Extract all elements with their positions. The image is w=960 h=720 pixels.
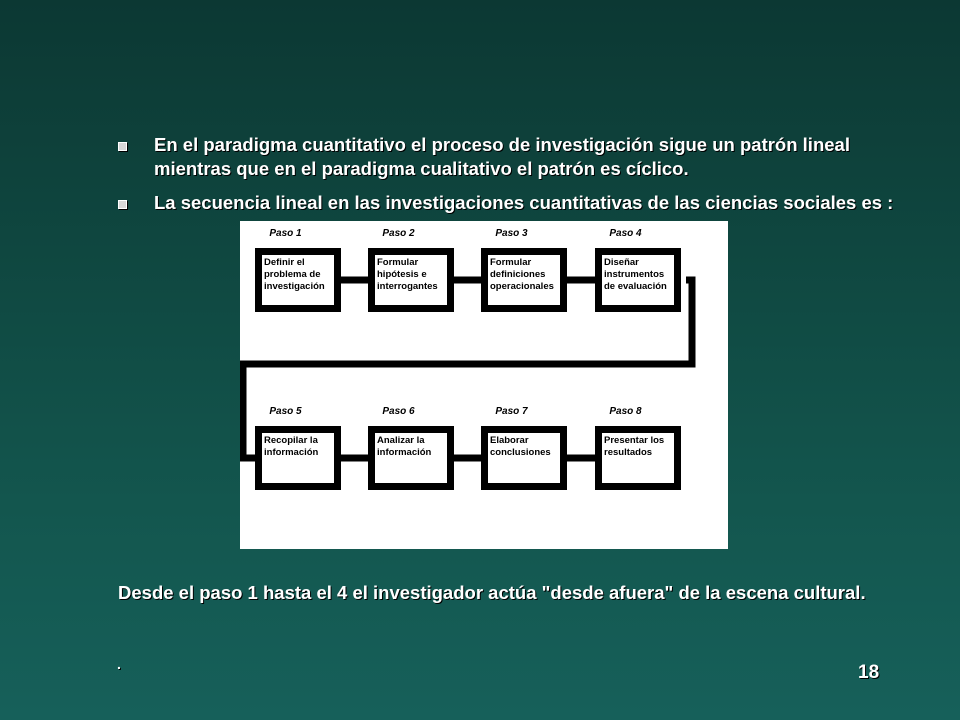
step-8-text-line: resultados (604, 447, 653, 458)
step-1-text-line: problema de (264, 269, 321, 280)
step-5-text-line: información (264, 447, 319, 458)
step-4-text-line: Diseñar (604, 257, 639, 268)
step-6-text-line: información (377, 447, 432, 458)
step-7-text-line: Elaborar (490, 435, 529, 446)
step-2-text-line: hipótesis e (377, 269, 427, 280)
step-1-text-line: Definir el (264, 257, 305, 268)
step-5-text-line: Recopilar la (264, 435, 318, 446)
step-3-text-line: definiciones (490, 269, 546, 280)
step-4-label: Paso 4 (609, 228, 642, 239)
step-7-label: Paso 7 (495, 406, 528, 417)
bullet-1-line-2: mientras que en el paradigma cualitativo el patrón es cíclico. (154, 158, 689, 179)
bullet-1-line-1: En el paradigma cuantitativo el proceso de investigación sigue un patrón lineal (154, 134, 850, 155)
step-2-text-line: Formular (377, 257, 419, 268)
step-2-text-line: interrogantes (377, 281, 438, 292)
step-3-text-line: operacionales (490, 281, 554, 292)
square-bullet-icon (118, 200, 127, 209)
bullet-1 (118, 133, 958, 181)
step-6-label: Paso 6 (382, 406, 415, 417)
step-5-label: Paso 5 (269, 406, 302, 417)
research-steps-diagram (240, 221, 728, 549)
step-1-label: Paso 1 (269, 228, 302, 239)
step-4-text-line: instrumentos (604, 269, 665, 280)
bullet-2-line-1: La secuencia lineal en las investigaciones cuantitativas de las ciencias sociales es : (154, 192, 894, 213)
step-6-text-line: Analizar la (377, 435, 425, 446)
bullet-2 (118, 191, 958, 215)
step-4-text-line: de evaluación (604, 281, 667, 292)
step-7-text-line: conclusiones (490, 447, 551, 458)
step-8-text-line: Presentar los (604, 435, 665, 446)
square-bullet-icon (118, 142, 127, 151)
step-3-label: Paso 3 (495, 228, 528, 239)
step-8-label: Paso 8 (609, 406, 642, 417)
footer-text: Desde el paso 1 hasta el 4 el investigador actúa "desde afuera" de la escena cultural. (118, 582, 866, 603)
stray-dot: . (117, 656, 121, 672)
step-2-label: Paso 2 (382, 228, 415, 239)
step-1-text-line: investigación (264, 281, 325, 292)
page-number: 18 (858, 662, 880, 683)
step-3-text-line: Formular (490, 257, 532, 268)
